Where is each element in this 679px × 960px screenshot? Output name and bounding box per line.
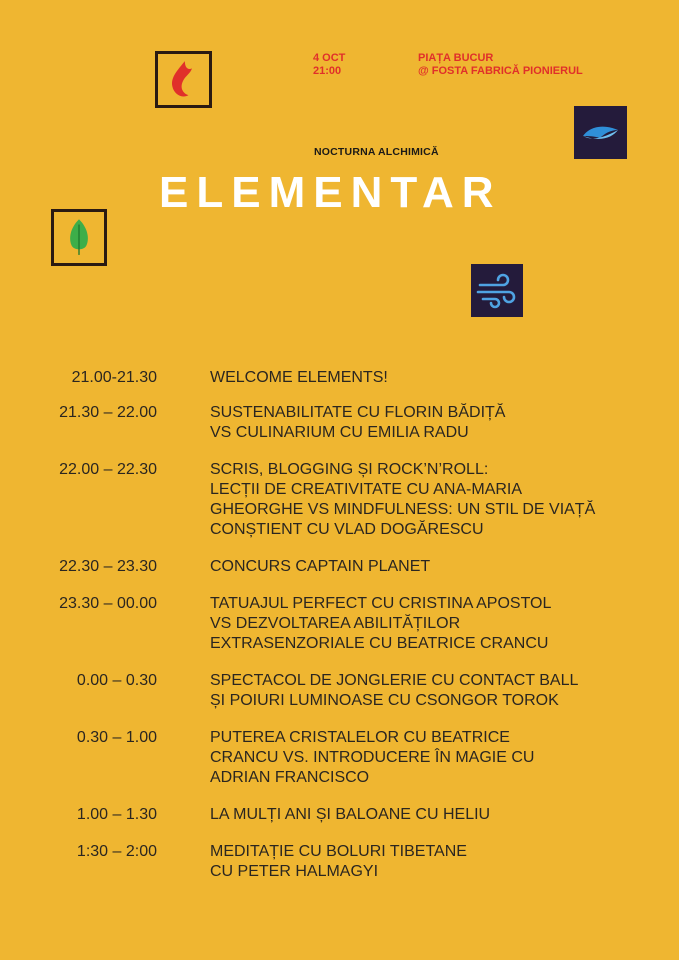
leaf-icon: [51, 209, 107, 266]
water-icon: [574, 106, 627, 159]
schedule-description: CONCURS CAPTAIN PLANET: [210, 558, 431, 575]
schedule-time: 22.00 – 22.30: [59, 461, 157, 478]
schedule-description: PUTEREA CRISTALELOR CU BEATRICE CRANCU VS. INTRODUCERE ÎN MAGIE CU ADRIAN FRANCISCO: [210, 729, 535, 786]
schedule-time: 0.00 – 0.30: [76, 672, 157, 689]
event-time: 21:00: [313, 65, 342, 77]
schedule-description: SPECTACOL DE JONGLERIE CU CONTACT BALL ȘI POIURI LUMINOASE CU CSONGOR TOROK: [210, 672, 579, 709]
schedule-description: SUSTENABILITATE CU FLORIN BĂDIȚĂ VS CULINARIUM CU EMILIA RADU: [210, 404, 506, 441]
wind-icon: [471, 264, 523, 317]
schedule-time: 21.00-21.30: [71, 369, 157, 386]
schedule-description: LA MULȚI ANI ȘI BALOANE CU HELIU: [210, 806, 491, 823]
schedule-time: 23.30 – 00.00: [59, 595, 157, 612]
fire-icon: [155, 51, 212, 108]
schedule-description: WELCOME ELEMENTS!: [210, 369, 388, 386]
page-subtitle: NOCTURNA ALCHIMICĂ: [314, 146, 439, 158]
event-venue-detail: @ FOSTA FABRICĂ PIONIERUL: [418, 65, 583, 77]
event-venue: PIAȚA BUCUR: [418, 52, 494, 64]
schedule-time: 0.30 – 1.00: [76, 729, 157, 746]
schedule-time: 1.00 – 1.30: [76, 806, 157, 823]
event-date: 4 OCT: [313, 52, 346, 64]
schedule-time: 1:30 – 2:00: [76, 843, 157, 860]
schedule-description: SCRIS, BLOGGING ȘI ROCK’N’ROLL: LECȚII DE CREATIVITATE CU ANA-MARIA GHEORGHE VS MINDFULNESS: UN STIL DE VIAȚĂ CONȘTIENT CU VLAD DOGĂRESCU: [210, 461, 596, 538]
schedule-description: MEDITAȚIE CU BOLURI TIBETANE CU PETER HALMAGYI: [210, 843, 467, 880]
schedule-description: TATUAJUL PERFECT CU CRISTINA APOSTOL VS DEZVOLTAREA ABILITĂȚILOR EXTRASENZORIALE CU BEATRICE CRANCU: [210, 595, 552, 652]
schedule-time: 21.30 – 22.00: [59, 404, 157, 421]
schedule-time: 22.30 – 23.30: [59, 558, 157, 575]
page-title: ELEMENTAR: [159, 168, 502, 217]
